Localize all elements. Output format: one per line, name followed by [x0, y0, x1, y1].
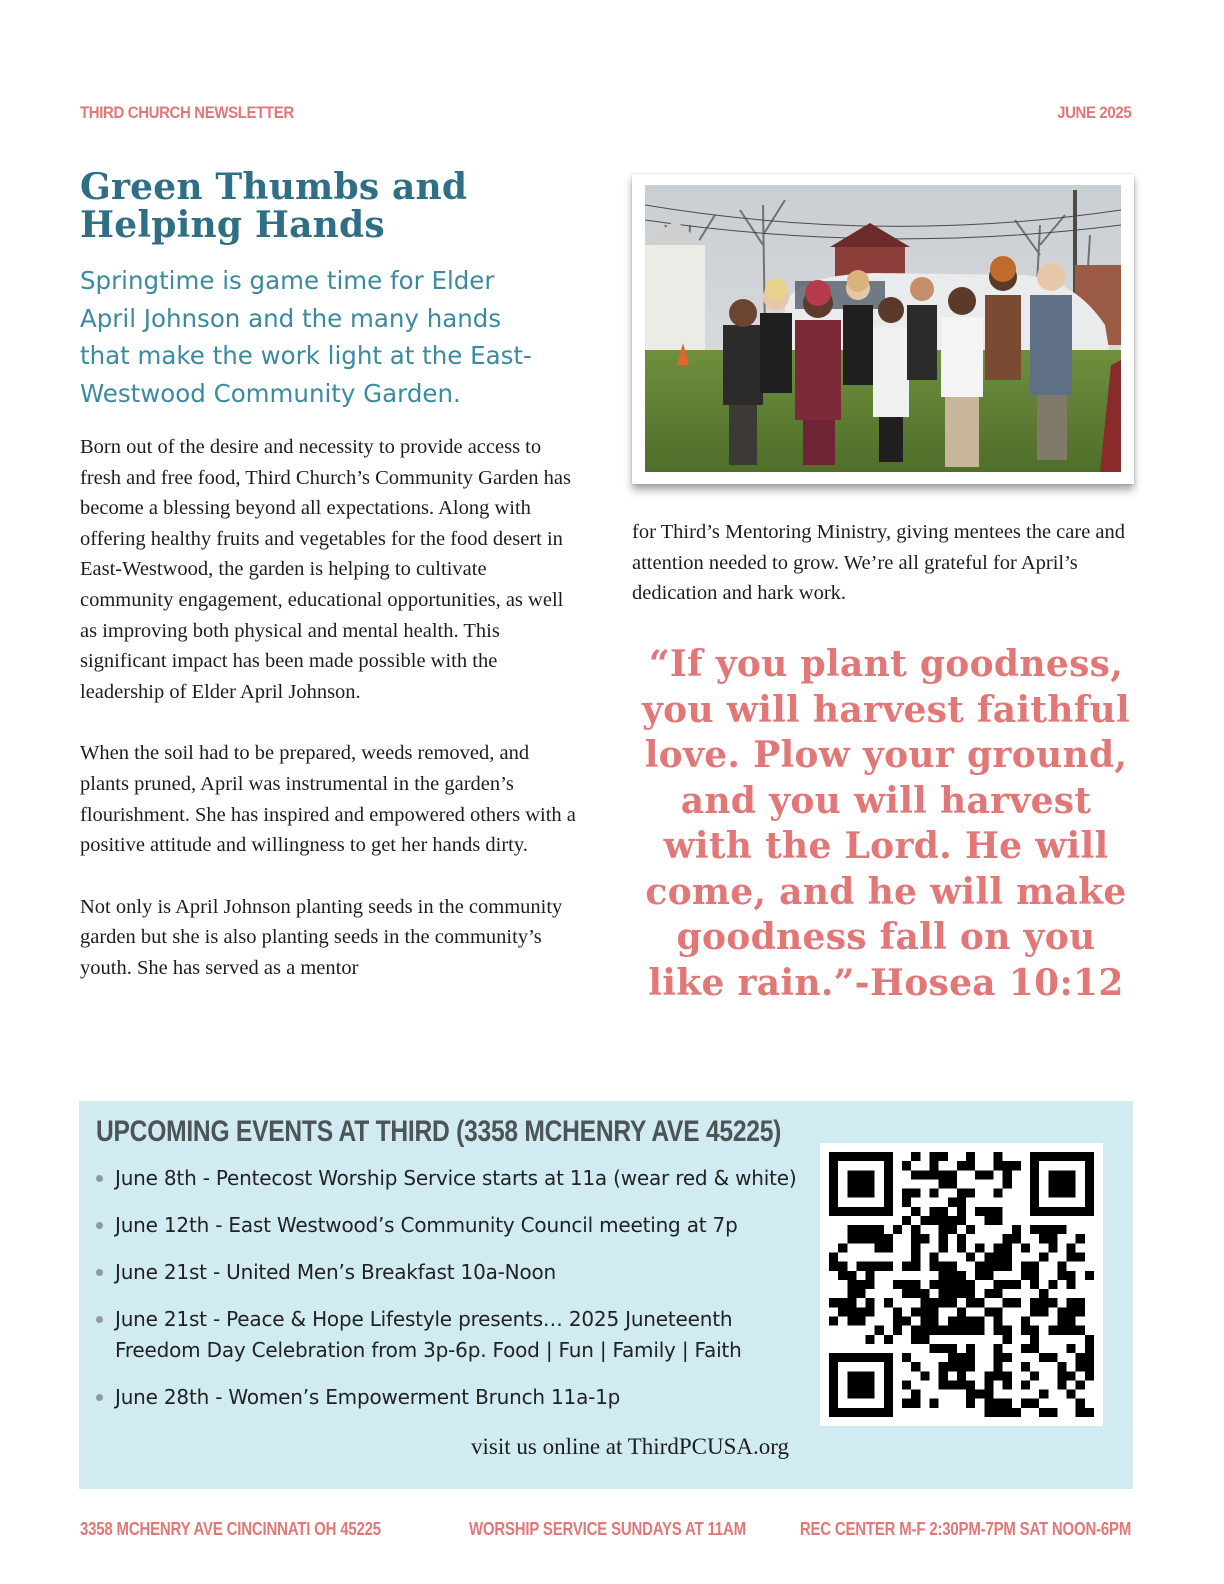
article-continuation — [632, 517, 1132, 609]
article-title: Green Thumbs and Helping Hands — [80, 166, 468, 246]
garden-volunteers-photo — [645, 185, 1121, 472]
qr-code[interactable] — [820, 1143, 1103, 1426]
event-text: June 8th - Pentecost Worship Service starts at 11a (wear red & white) — [115, 1166, 797, 1190]
article-paragraph: for Third’s Mentoring Ministry, giving mentees the care and attention needed to grow. We’re all grateful for April’s dedication and hark work. — [632, 521, 1126, 605]
footer-address: 3358 MCHENRY AVE CINCINNATI OH 45225 — [80, 1519, 381, 1539]
footer-rec-center-hours: REC CENTER M-F 2:30PM-7PM SAT NOON-6PM — [799, 1519, 1131, 1539]
qr-code-icon — [829, 1152, 1094, 1417]
article-paragraph: When the soil had to be prepared, weeds removed, and plants pruned, April was instrumental in the garden’s flourishment. She has inspired and empowered others with a positive attitude and willingness to get her hands dirty. — [80, 742, 576, 857]
bullet-icon — [96, 1269, 103, 1276]
article-paragraph: Born out of the desire and necessity to provide access to fresh and free food, Third Church’s Community Garden has become a blessing beyond all expectations. Along with offering healthy fruits and vegetables for the food desert in East-Westwood, the garden is helping to cultivate community engagement, educational opportunities, as well as improving both physical and mental health. This significant impact has been made possible with the leadership of Elder April Johnson. — [80, 436, 571, 703]
list-item — [96, 1210, 816, 1241]
newsletter-name: THIRD CHURCH NEWSLETTER — [80, 103, 294, 122]
bullet-icon — [96, 1175, 103, 1182]
bullet-icon — [96, 1316, 103, 1323]
list-item — [96, 1304, 816, 1366]
event-text: June 28th - Women’s Empowerment Brunch 11a-1p — [115, 1385, 621, 1409]
events-list — [96, 1163, 816, 1429]
events-panel — [79, 1101, 1133, 1489]
event-text: June 21st - Peace & Hope Lifestyle presents… 2025 Juneteenth Freedom Day Celebration from 3p-6p. Food | Fun | Family | Faith — [115, 1307, 742, 1362]
list-item — [96, 1257, 816, 1288]
event-text: June 21st - United Men’s Breakfast 10a-Noon — [115, 1260, 556, 1284]
article-subtitle: Springtime is game time for Elder April Johnson and the many hands that make the work light at the East-Westwood Community Garden. — [80, 266, 532, 408]
list-item — [96, 1382, 816, 1413]
article-body — [80, 432, 580, 1015]
list-item — [96, 1163, 816, 1194]
group-photo — [632, 174, 1134, 484]
issue-date: JUNE 2025 — [1056, 103, 1131, 122]
bullet-icon — [96, 1394, 103, 1401]
scripture-quote: “If you plant goodness, you will harvest faithful love. Plow your ground, and you will harvest with the Lord. He will come, and he will make goodness fall on you like rain.”-Hosea 10:12 — [641, 643, 1131, 1004]
event-text: June 12th - East Westwood’s Community Council meeting at 7p — [115, 1213, 738, 1237]
website-link[interactable]: visit us online at ThirdPCUSA.org — [471, 1434, 789, 1459]
bullet-icon — [96, 1222, 103, 1229]
events-title: UPCOMING EVENTS AT THIRD (3358 MCHENRY AVE 45225) — [96, 1115, 782, 1148]
footer-worship-time: WORSHIP SERVICE SUNDAYS AT 11AM — [469, 1519, 746, 1539]
article-paragraph: Not only is April Johnson planting seeds in the community garden but she is also planting seeds in the community’s youth. She has served as a mentor — [80, 895, 563, 979]
